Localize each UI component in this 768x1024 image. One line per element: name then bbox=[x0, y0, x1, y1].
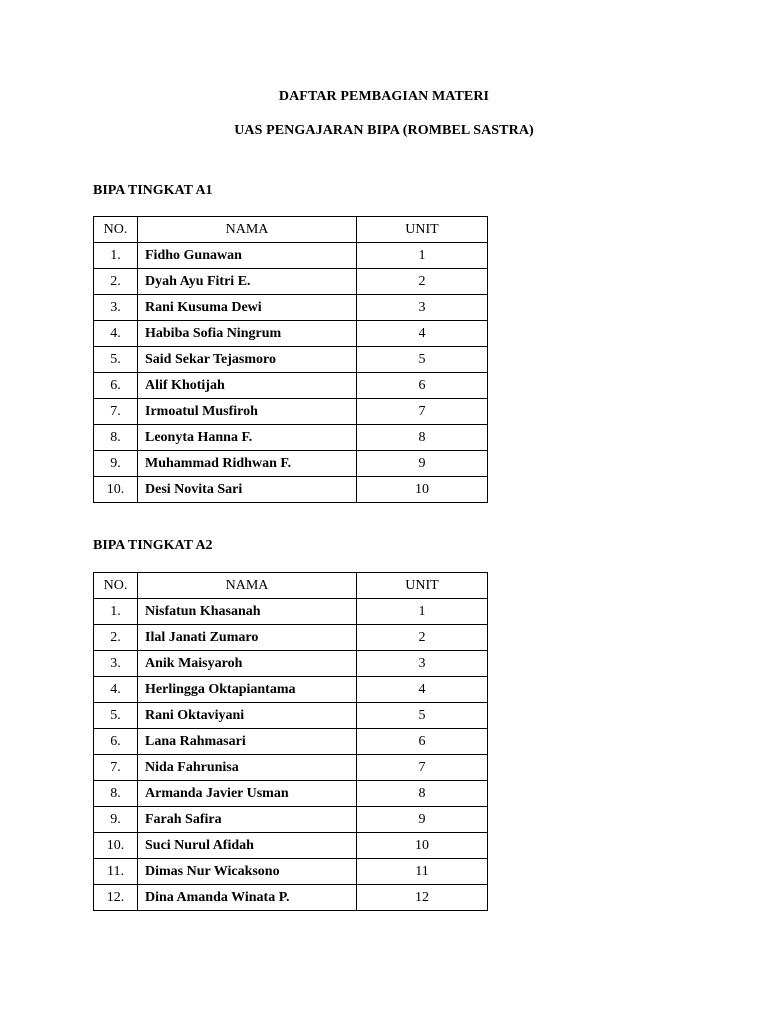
unit-number: 3 bbox=[357, 295, 488, 321]
unit-number: 10 bbox=[357, 833, 488, 859]
roster-table-a1 bbox=[93, 216, 488, 503]
row-number: 8. bbox=[94, 425, 138, 451]
table-row bbox=[94, 599, 488, 625]
unit-number: 2 bbox=[357, 625, 488, 651]
row-number: 3. bbox=[94, 651, 138, 677]
student-name: Nisfatun Khasanah bbox=[138, 599, 357, 625]
table-row bbox=[94, 859, 488, 885]
section-heading-a1: BIPA TINGKAT A1 bbox=[93, 183, 213, 198]
student-name: Dyah Ayu Fitri E. bbox=[138, 269, 357, 295]
table-row bbox=[94, 755, 488, 781]
row-number: 9. bbox=[94, 807, 138, 833]
unit-number: 6 bbox=[357, 729, 488, 755]
unit-number: 2 bbox=[357, 269, 488, 295]
section-heading-a2: BIPA TINGKAT A2 bbox=[93, 538, 213, 553]
table-row bbox=[94, 729, 488, 755]
unit-number: 5 bbox=[357, 347, 488, 373]
student-name: Habiba Sofia Ningrum bbox=[138, 321, 357, 347]
unit-number: 7 bbox=[357, 755, 488, 781]
row-number: 12. bbox=[94, 885, 138, 911]
table-header-row bbox=[94, 217, 488, 243]
unit-number: 1 bbox=[357, 243, 488, 269]
table-row bbox=[94, 807, 488, 833]
column-header-nama: NAMA bbox=[138, 573, 357, 599]
table-row bbox=[94, 781, 488, 807]
row-number: 5. bbox=[94, 347, 138, 373]
unit-number: 9 bbox=[357, 451, 488, 477]
table-row bbox=[94, 373, 488, 399]
row-number: 4. bbox=[94, 321, 138, 347]
student-name: Irmoatul Musfiroh bbox=[138, 399, 357, 425]
row-number: 3. bbox=[94, 295, 138, 321]
column-header-no: NO. bbox=[94, 573, 138, 599]
document-subtitle: UAS PENGAJARAN BIPA (ROMBEL SASTRA) bbox=[234, 123, 534, 138]
row-number: 5. bbox=[94, 703, 138, 729]
row-number: 9. bbox=[94, 451, 138, 477]
table-row bbox=[94, 477, 488, 503]
student-name: Ilal Janati Zumaro bbox=[138, 625, 357, 651]
student-name: Dimas Nur Wicaksono bbox=[138, 859, 357, 885]
student-name: Leonyta Hanna F. bbox=[138, 425, 357, 451]
student-name: Dina Amanda Winata P. bbox=[138, 885, 357, 911]
row-number: 10. bbox=[94, 477, 138, 503]
row-number: 4. bbox=[94, 677, 138, 703]
table-row bbox=[94, 625, 488, 651]
student-name: Nida Fahrunisa bbox=[138, 755, 357, 781]
table-row bbox=[94, 451, 488, 477]
table-row bbox=[94, 885, 488, 911]
table-row bbox=[94, 425, 488, 451]
student-name: Rani Oktaviyani bbox=[138, 703, 357, 729]
table-row bbox=[94, 677, 488, 703]
unit-number: 8 bbox=[357, 781, 488, 807]
row-number: 8. bbox=[94, 781, 138, 807]
row-number: 7. bbox=[94, 399, 138, 425]
document-title: DAFTAR PEMBAGIAN MATERI bbox=[278, 89, 490, 104]
row-number: 2. bbox=[94, 625, 138, 651]
table-row bbox=[94, 295, 488, 321]
student-name: Alif Khotijah bbox=[138, 373, 357, 399]
unit-number: 12 bbox=[357, 885, 488, 911]
row-number: 7. bbox=[94, 755, 138, 781]
unit-number: 3 bbox=[357, 651, 488, 677]
unit-number: 9 bbox=[357, 807, 488, 833]
row-number: 6. bbox=[94, 373, 138, 399]
table-row bbox=[94, 321, 488, 347]
table-row bbox=[94, 243, 488, 269]
row-number: 1. bbox=[94, 243, 138, 269]
student-name: Farah Safira bbox=[138, 807, 357, 833]
row-number: 11. bbox=[94, 859, 138, 885]
student-name: Muhammad Ridhwan F. bbox=[138, 451, 357, 477]
unit-number: 4 bbox=[357, 677, 488, 703]
student-name: Armanda Javier Usman bbox=[138, 781, 357, 807]
table-row bbox=[94, 399, 488, 425]
column-header-unit: UNIT bbox=[357, 217, 488, 243]
unit-number: 5 bbox=[357, 703, 488, 729]
table-row bbox=[94, 833, 488, 859]
table-row bbox=[94, 651, 488, 677]
column-header-unit: UNIT bbox=[357, 573, 488, 599]
column-header-no: NO. bbox=[94, 217, 138, 243]
column-header-nama: NAMA bbox=[138, 217, 357, 243]
student-name: Suci Nurul Afidah bbox=[138, 833, 357, 859]
row-number: 1. bbox=[94, 599, 138, 625]
student-name: Herlingga Oktapiantama bbox=[138, 677, 357, 703]
unit-number: 11 bbox=[357, 859, 488, 885]
student-name: Lana Rahmasari bbox=[138, 729, 357, 755]
row-number: 6. bbox=[94, 729, 138, 755]
table-row bbox=[94, 347, 488, 373]
unit-number: 8 bbox=[357, 425, 488, 451]
table-header-row bbox=[94, 573, 488, 599]
unit-number: 7 bbox=[357, 399, 488, 425]
roster-table-a2 bbox=[93, 572, 488, 911]
row-number: 10. bbox=[94, 833, 138, 859]
table-row bbox=[94, 269, 488, 295]
student-name: Rani Kusuma Dewi bbox=[138, 295, 357, 321]
table-row bbox=[94, 703, 488, 729]
unit-number: 4 bbox=[357, 321, 488, 347]
unit-number: 6 bbox=[357, 373, 488, 399]
student-name: Fidho Gunawan bbox=[138, 243, 357, 269]
unit-number: 1 bbox=[357, 599, 488, 625]
row-number: 2. bbox=[94, 269, 138, 295]
student-name: Said Sekar Tejasmoro bbox=[138, 347, 357, 373]
student-name: Desi Novita Sari bbox=[138, 477, 357, 503]
student-name: Anik Maisyaroh bbox=[138, 651, 357, 677]
unit-number: 10 bbox=[357, 477, 488, 503]
